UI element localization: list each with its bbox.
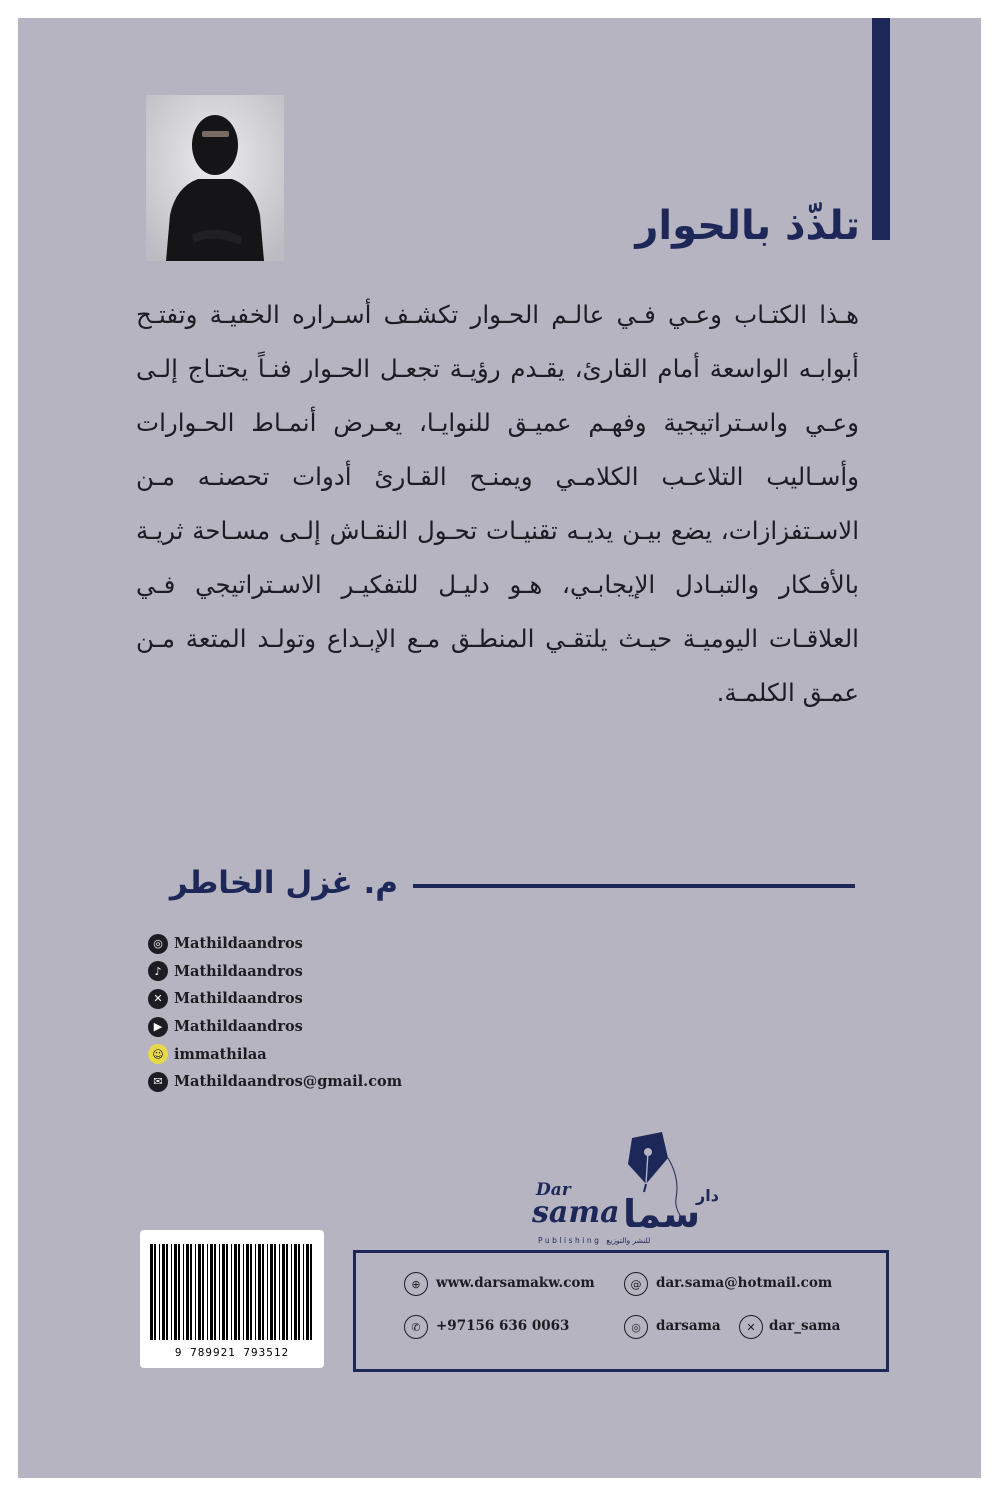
email-icon: ✉ [148,1072,168,1092]
publisher-tagline: Publishing للنشر والتوزيع [538,1236,651,1245]
book-title: تلذّذ بالحوار [635,203,860,249]
author-social-list [148,930,468,1096]
isbn-barcode [140,1230,324,1368]
instagram-icon: ◎ [148,934,168,954]
publisher-instagram[interactable]: darsama [656,1318,721,1334]
author-name: م. غزل الخاطر [169,865,398,901]
publisher-contacts [353,1250,889,1372]
email-icon: @ [624,1272,648,1296]
social-handle: Mathildaandros [174,935,303,953]
isbn-number: 9 789921 793512 [174,1346,290,1359]
author-divider [413,884,855,888]
x-icon: ✕ [148,989,168,1009]
publisher-website[interactable]: www.darsamakw.com [436,1275,595,1291]
social-handle: Mathildaandros@gmail.com [174,1073,403,1091]
publisher-logo [528,1128,728,1246]
social-handle: immathilaa [174,1045,267,1063]
publisher-dar-en: Dar [536,1180,571,1200]
publisher-phone[interactable]: +97156 636 0063 [436,1318,570,1334]
publisher-x[interactable]: dar_sama [769,1318,841,1334]
publisher-sama-ar: سما [623,1192,701,1236]
publisher-email[interactable]: dar.sama@hotmail.com [656,1275,833,1291]
social-x[interactable] [148,985,468,1013]
accent-bar [872,18,890,240]
barcode-icon [140,1230,324,1344]
youtube-icon: ▶ [148,1017,168,1037]
social-instagram[interactable] [148,930,468,958]
snapchat-icon: ☺ [148,1044,168,1064]
phone-icon: ✆ [404,1315,428,1339]
book-back-cover [18,18,981,1478]
social-handle: Mathildaandros [174,990,303,1008]
publisher-sama-en: sama [532,1195,620,1230]
publisher-dar-ar: دار [696,1186,719,1205]
tiktok-icon: ♪ [148,961,168,981]
globe-icon: ⊕ [404,1272,428,1296]
author-photo [146,95,284,261]
social-email[interactable] [148,1068,468,1096]
x-icon: ✕ [739,1315,763,1339]
social-youtube[interactable] [148,1013,468,1041]
social-snapchat[interactable] [148,1040,468,1068]
social-handle: Mathildaandros [174,962,303,980]
book-description: هـذا الكتـاب وعـي فـي عالـم الحـوار تكشـف أسـراره الخفيـة وتفتـح أبوابـه الواسعة أمام القارئ، يقـدم رؤيـة تجعـل الحـوار فنـاً يحتـاج إلـى وعـي واسـتراتيجية وفهـم عميـق للنوايـا، يعـرض أنمـاط الحـوارات وأسـاليب التلاعـب الكلامـي ويمنـح القـارئ أدوات تحصنـه مـن الاسـتفزازات، يضع بيـن يديـه تقنيـات تحـول النقـاش إلـى مسـاحة ثريـة بالأفـكار والتبـادل الإيجابـي، هـو دليـل للتفكيـر الاسـتراتيجي فـي العلاقـات اليوميـة حيـث يلتقـي المنطـق مـع الإبـداع وتولـد المتعة مـن عمـق الكلمـة. [136,300,859,707]
instagram-icon: ◎ [624,1315,648,1339]
social-handle: Mathildaandros [174,1018,303,1036]
social-tiktok[interactable] [148,958,468,986]
